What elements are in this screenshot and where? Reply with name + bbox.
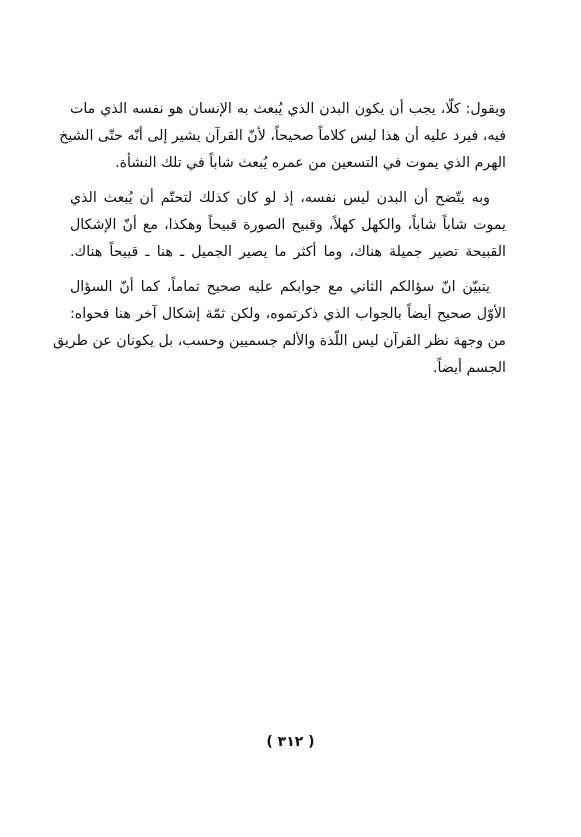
text-line: القبيحة تصير جميلة هناك، وما أكثر ما يصير الجميل ـ هنا ـ قبيحاً هناك. xyxy=(70,244,506,260)
text-line: من وجهة نظر القرآن ليس اللّذة والألم جسميين وحسب، بل يكونان عن طريق xyxy=(53,333,506,349)
text-line: الأوّل صحيح أيضاً بالجواب الذي ذكرتموه، ولكن ثمّة إشكال آخر هنا فحواه: xyxy=(70,306,506,322)
page-number: ( ٣١٢ ) xyxy=(266,734,315,750)
paragraph-1 xyxy=(59,96,506,177)
body-text xyxy=(53,96,506,382)
text-line: الهرم الذي يموت في التسعين من عمره يُبعث شاباً في تلك النشأة. xyxy=(115,155,506,171)
text-line: ويقول: كلّا، يجب أن يكون البدن الذي يُبعث به الإنسان هو نفسه الذي مات xyxy=(70,101,506,117)
text-line: الجسم أيضاً. xyxy=(432,360,506,376)
text-line: يتبيّن انّ سؤالكم الثاني مع جوابكم عليه صحيح تماماً، كما أنّ السؤال xyxy=(70,279,490,295)
text-line: وبه يتّضح أن البدن ليس نفسه، إذ لو كان كذلك لتحتّم أن يُبعث الذي xyxy=(70,190,490,206)
text-line: يموت شاباً شاباً، والكهل كهلاً، وقبيح الصورة قبيحاً وهكذا، مع أنّ الإشكال xyxy=(70,217,506,233)
paragraph-2 xyxy=(70,185,506,266)
text-line: فيه، فيرد عليه أن هذا ليس كلاماً صحيحاً، لأنّ القرآن يشير إلى أنّه حتّى الشيخ xyxy=(59,128,506,144)
paragraph-3 xyxy=(53,274,506,382)
